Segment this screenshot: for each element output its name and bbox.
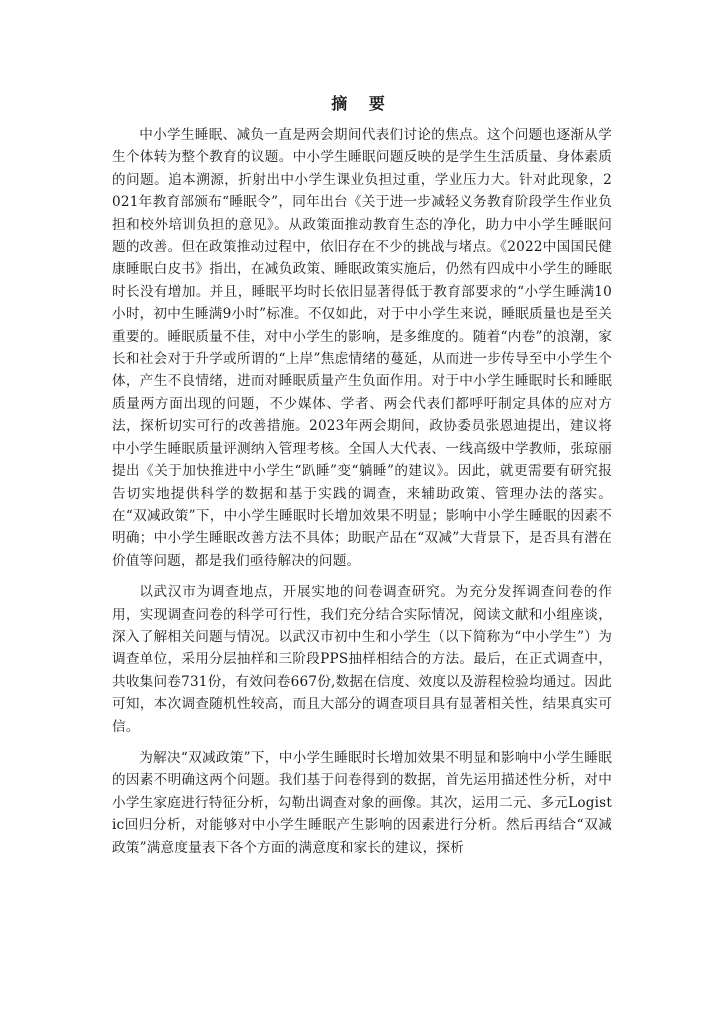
abstract-title: 摘 要 [331,94,393,113]
paragraph-method: 以武汉市为调查地点，开展实地的问卷调查研究。为充分发挥调查问卷的作用，实现调查问卷的科学可行性，我们充分结合实际情况，阅读文献和小组座谈，深入了解相关问题与情况。以武汉市初中生和小学生（以下简称为“中小学生”）为调查单位，采用分层抽样和三阶段PPS抽样相结合的方法。最后，在正式调查中，共收集问卷731份，有效问卷667份,数据在信度、效度以及游程检验均通过。因此可知，本次调查随机性较高，而且大部分的调查项目具有显著相关性，结果真实可信。 [112,584,612,735]
paragraph-background: 中小学生睡眠、减负一直是两会期间代表们讨论的焦点。这个问题也逐渐从学生个体转为整个教育的议题。中小学生睡眠问题反映的是学生生活质量、身体素质的问题。追本溯源，折射出中小学生课业负担过重，学业压力大。针对此现象，2021年教育部颁布“睡眠令”，同年出台《关于进一步减轻义务教育阶段学生作业负担和校外培训负担的意见》。从政策面推动教育生态的净化，助力中小学生睡眠问题的改善。但在政策推动过程中，依旧存在不少的挑战与堵点。《2022中国国民健康睡眠白皮书》指出，在减负政策、睡眠政策实施后，仍然有四成中小学生的睡眠时长没有增加。并且，睡眠平均时长依旧显著得低于教育部要求的“小学生睡满10小时，初中生睡满9小时”标准。不仅如此，对于中小学生来说，睡眠质量也是至关重要的。睡眠质量不佳，对中小学生的影响，是多维度的。随着“内卷”的浪潮，家长和社会对于升学或所谓的“上岸”焦虑情绪的蔓延，从而进一步传导至中小学生个体，产生不良情绪，进而对睡眠质量产生负面作用。对于中小学生睡眠时长和睡眠质量两方面出现的问题，不少媒体、学者、两会代表们都呼吁制定具体的应对方法，探析切实可行的改善措施。2023年两会期间，政协委员张恩迪提出，建议将中小学生睡眠质量评测纳入管理考核。全国人大代表、一线高级中学教师，张琼丽提出《关于加快推进中小学生“趴睡”变“躺睡”的建议》。因此，就更需要有研究报告切实地提供科学的数据和基于实践的调查，来辅助政策、管理办法的落实。在“双减政策”下，中小学生睡眠时长增加效果不明显；影响中小学生睡眠的因素不明确；中小学生睡眠改善方法不具体；助眠产品在“双减”大背景下，是否具有潜在价值等问题，都是我们亟待解决的问题。 [112,127,612,569]
paragraph-analysis: 为解决“双减政策”下，中小学生睡眠时长增加效果不明显和影响中小学生睡眠的因素不明确这两个问题。我们基于问卷得到的数据，首先运用描述性分析，对中小学生家庭进行特征分析，勾勒出调查对象的画像。其次，运用二元、多元Logistic回归分析，对能够对中小学生睡眠产生影响的因素进行分析。然后再结合“双减政策”满意度量表下各个方面的满意度和家长的建议，探析 [112,749,612,856]
